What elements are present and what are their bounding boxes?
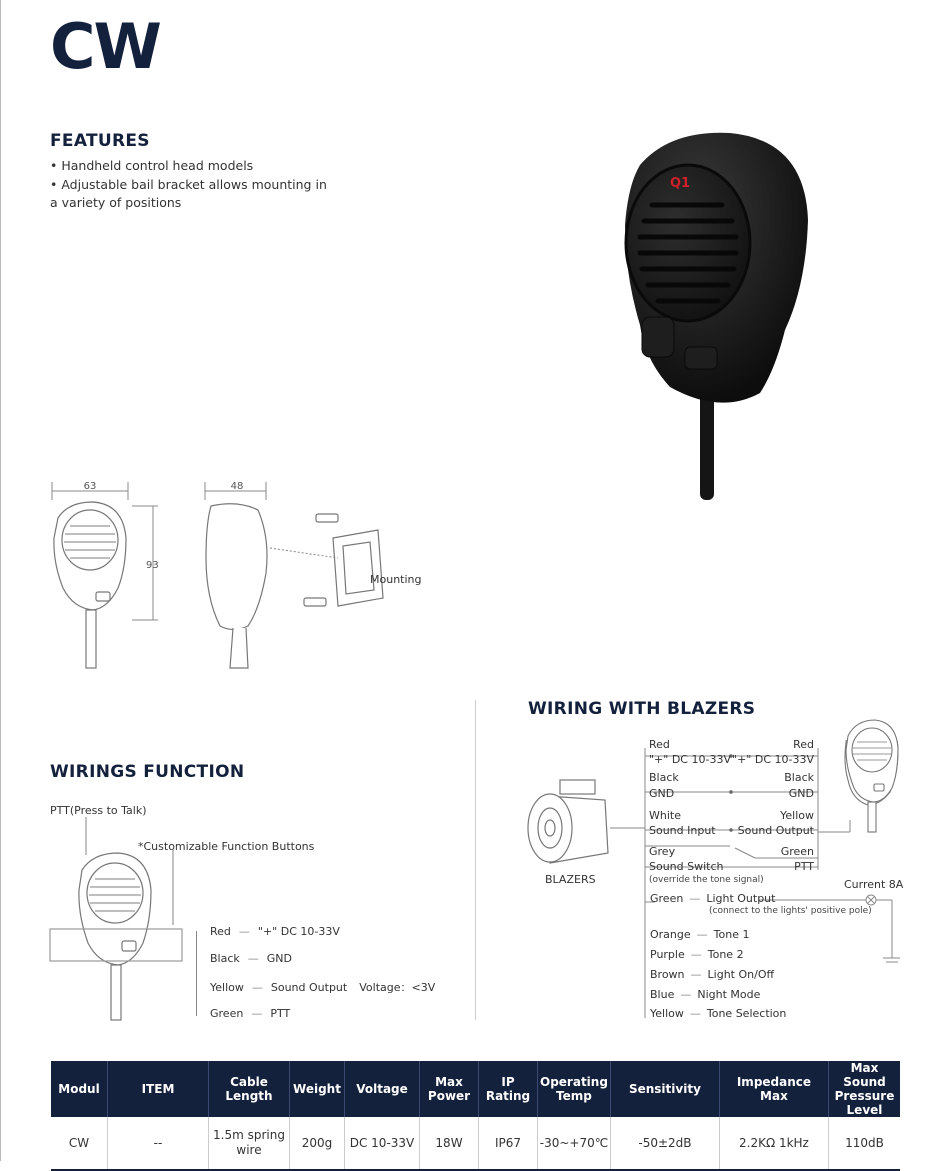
custom-buttons-label: *Customizable Function Buttons — [138, 840, 315, 853]
page-edge-line — [0, 0, 1, 1161]
dim-depth-label: 48 — [230, 481, 244, 492]
spec-header-row — [51, 1061, 900, 1117]
wire-row-green: Green — PTT — [210, 1007, 291, 1020]
wire-color: Yellow — [210, 981, 244, 994]
dim-width-label: 63 — [83, 481, 97, 492]
wiring-blazers-heading: WIRING WITH BLAZERS — [528, 699, 756, 719]
wire-function: PTT — [270, 1007, 291, 1020]
dimension-drawing — [48, 478, 438, 678]
feature-item: a variety of positions — [50, 195, 182, 210]
spec-header: Operating Temp — [538, 1061, 611, 1117]
spec-cell: -- — [108, 1117, 209, 1170]
blz-right-color-4: Green — [780, 845, 814, 858]
other-wire-row: Blue — Night Mode — [650, 988, 761, 1001]
current-label: Current 8A — [844, 878, 904, 891]
wire-color: Yellow — [650, 1007, 684, 1020]
wire-function: GND — [266, 952, 292, 965]
blz-right-fn-2: GND — [788, 787, 814, 800]
blz-left-fn-3: Sound Input — [649, 824, 716, 837]
spec-header: Modul — [51, 1061, 108, 1117]
blz-right-color-3: Yellow — [780, 809, 814, 822]
feature-item: • Adjustable bail bracket allows mounting in — [50, 176, 327, 192]
spec-cell: 1.5m spring wire — [209, 1117, 290, 1170]
light-output-note: (connect to the lights' positive pole) — [709, 906, 872, 916]
spec-header: Max Power — [420, 1061, 479, 1117]
spec-cell: 18W — [420, 1117, 479, 1170]
spec-header: Voltage — [345, 1061, 420, 1117]
wire-color: Blue — [650, 988, 675, 1001]
other-wire-row: Yellow — Tone Selection — [650, 1007, 787, 1020]
wire-row-yellow: Yellow — Sound Output Voltage：<3V — [210, 981, 436, 994]
blz-left-fn-4: Sound Switch — [649, 860, 724, 873]
svg-text:Q1: Q1 — [670, 176, 691, 191]
dim-height-label: 93 — [146, 560, 159, 571]
features-list — [50, 157, 327, 213]
spec-cell: CW — [51, 1117, 108, 1170]
sound-switch-note: (override the tone signal) — [649, 875, 764, 885]
blz-left-fn-1: "+" DC 10-33V — [649, 753, 731, 766]
spec-cell: 110dB — [828, 1117, 900, 1170]
mounting-label: Mounting — [370, 573, 422, 586]
spec-header: Impedance Max — [719, 1061, 828, 1117]
wire-color: Green — [650, 892, 684, 905]
spec-cell: -30~+70℃ — [538, 1117, 611, 1170]
wire-function: Tone Selection — [706, 1007, 787, 1020]
wire-color: Green — [210, 1007, 244, 1020]
features-heading: FEATURES — [50, 131, 150, 151]
blz-left-color-2: Black — [649, 771, 679, 784]
ptt-label: PTT(Press to Talk) — [50, 804, 147, 817]
blz-left-color-3: White — [649, 809, 681, 822]
spec-cell: 200g — [290, 1117, 345, 1170]
spec-header: Cable Length — [209, 1061, 290, 1117]
blz-left-color-4: Grey — [649, 845, 676, 858]
blazers-mic-drawing — [840, 718, 905, 836]
wiring-mic-drawing — [48, 815, 208, 1025]
blz-right-fn-1: "+" DC 10-33V — [732, 753, 814, 766]
other-wire-row: Purple — Tone 2 — [650, 948, 744, 961]
spec-header: Weight — [290, 1061, 345, 1117]
light-output-row: Green — Light Output — [650, 892, 776, 905]
blz-left-fn-2: GND — [649, 787, 675, 800]
spec-cell: 2.2KΩ 1kHz — [719, 1117, 828, 1170]
wire-color: Orange — [650, 928, 691, 941]
page-title: CW — [50, 10, 160, 83]
spec-cell: DC 10-33V — [345, 1117, 420, 1170]
spec-header: Sensitivity — [610, 1061, 719, 1117]
wire-color: Brown — [650, 968, 685, 981]
spec-cell: -50±2dB — [610, 1117, 719, 1170]
wire-function: "+" DC 10-33V — [257, 925, 340, 938]
product-photo — [610, 125, 825, 505]
spec-table — [51, 1061, 900, 1171]
wirings-function-heading: WIRINGS FUNCTION — [50, 762, 245, 782]
blazers-label: BLAZERS — [545, 873, 596, 886]
wire-function: Tone 2 — [707, 948, 744, 961]
blz-right-fn-4: PTT — [794, 860, 814, 873]
wire-function: Sound Output — [270, 981, 348, 994]
spec-header: IP Rating — [479, 1061, 538, 1117]
wire-function: Light Output — [706, 892, 776, 905]
spec-header: ITEM — [108, 1061, 209, 1117]
wire-function: Light On/Off — [707, 968, 775, 981]
blz-right-color-1: Red — [793, 738, 814, 751]
spec-header: Max Sound Pressure Level — [828, 1061, 900, 1117]
wire-note: Voltage：<3V — [359, 981, 436, 994]
wire-function: Tone 1 — [713, 928, 750, 941]
spec-row — [51, 1117, 900, 1170]
other-wire-row: Brown — Light On/Off — [650, 968, 775, 981]
other-wire-row: Orange — Tone 1 — [650, 928, 750, 941]
wire-row-red: Red — "+" DC 10-33V — [210, 925, 340, 938]
wire-row-black: Black — GND — [210, 952, 292, 965]
blz-right-color-2: Black — [784, 771, 814, 784]
wire-bracket — [196, 931, 205, 1016]
wire-color: Black — [210, 952, 240, 965]
wire-color: Red — [210, 925, 231, 938]
feature-item: • Handheld control head models — [50, 158, 254, 173]
wire-color: Purple — [650, 948, 685, 961]
blz-right-fn-3: Sound Output — [737, 824, 814, 837]
wire-function: Night Mode — [697, 988, 761, 1001]
section-divider — [475, 700, 476, 1020]
spec-cell: IP67 — [479, 1117, 538, 1170]
blz-left-color-1: Red — [649, 738, 670, 751]
